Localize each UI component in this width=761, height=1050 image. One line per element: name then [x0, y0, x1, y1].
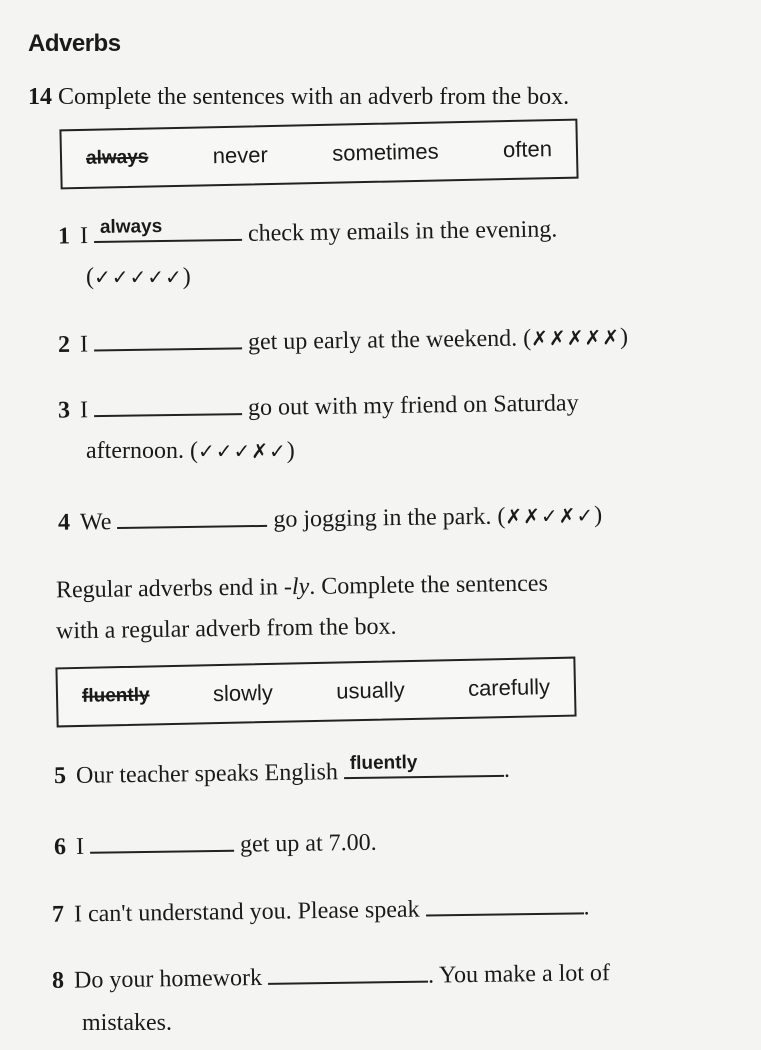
paren-close: ) — [593, 502, 603, 529]
answer-text: always — [99, 216, 163, 238]
box-word-carefully: carefully — [467, 674, 551, 701]
regular-adverbs-intro-line-1 — [56, 571, 548, 605]
item-number: 4 — [57, 509, 71, 536]
sentence-start: I — [79, 397, 89, 424]
sentence-end: check my emails in the evening. — [247, 216, 558, 247]
section-title — [28, 30, 121, 58]
frequency-marks: ✗✗✓✗✓ — [505, 503, 595, 529]
item-number: 7 — [51, 901, 65, 928]
sentence-end: go out with my friend on Saturday — [247, 390, 579, 421]
sentence-start: I — [75, 833, 85, 860]
answer-blank-1[interactable] — [94, 216, 242, 243]
paren-close: ) — [182, 264, 191, 290]
box-word-always: always — [85, 146, 149, 169]
answer-blank-4[interactable] — [117, 505, 267, 529]
sentence-end: get up early at the weekend. ( — [247, 325, 532, 356]
frequency-marks: ✗✗✗✗✗ — [531, 325, 621, 351]
paren-close: ) — [619, 324, 629, 351]
word-box-2 — [55, 657, 576, 728]
sentence-8 — [52, 958, 610, 995]
answer-blank-5[interactable] — [344, 752, 504, 779]
answer-text: fluently — [349, 752, 418, 775]
box-word-often: often — [502, 136, 553, 163]
sentence-7 — [52, 892, 590, 929]
answer-blank-3[interactable] — [94, 393, 242, 417]
sentence-1 — [58, 215, 558, 251]
sentence-3 — [58, 388, 579, 424]
frequency-marks: ✓✓✓✓✓ — [94, 265, 183, 289]
instruction-text: Complete the sentences with an adverb from the box. — [58, 84, 570, 110]
answer-blank-6[interactable] — [90, 830, 234, 854]
answer-blank-2[interactable] — [94, 327, 242, 351]
sentence-continuation: afternoon. ( — [86, 438, 198, 464]
sentence-start: We — [79, 509, 112, 536]
sentence-1-cont — [86, 264, 191, 291]
sentence-end: . — [583, 894, 590, 921]
sentence-continuation: mistakes. — [82, 1010, 172, 1036]
answer-blank-8[interactable] — [268, 961, 428, 985]
word-box-1 — [59, 119, 578, 190]
sentence-end: go jogging in the park. ( — [273, 503, 506, 533]
box-word-never: never — [212, 142, 269, 169]
sentence-end: get up at 7.00. — [239, 829, 377, 858]
item-number: 1 — [57, 223, 71, 250]
sentence-8-cont — [82, 1010, 172, 1037]
sentence-end: . You make a lot of — [427, 960, 611, 989]
item-number: 8 — [51, 967, 65, 994]
item-number: 3 — [57, 397, 71, 424]
intro-text: Regular adverbs end in — [55, 574, 285, 604]
sentence-3-cont — [86, 438, 295, 465]
box-word-usually: usually — [335, 677, 405, 704]
intro-text: with a regular adverb from the box. — [55, 613, 397, 645]
frequency-marks: ✓✓✓✗✓ — [197, 439, 287, 463]
section-title-text: Adverbs — [28, 30, 121, 57]
sentence-start: Do your homework — [73, 964, 263, 994]
sentence-5 — [53, 752, 511, 790]
exercise-number: 14 — [28, 84, 52, 110]
sentence-start: I — [79, 331, 89, 358]
sentence-start: I — [79, 223, 89, 250]
sentence-2 — [58, 322, 628, 359]
item-number: 2 — [57, 331, 71, 358]
sentence-start: I can't understand you. Please speak — [73, 896, 420, 928]
paren-close: ) — [286, 438, 295, 464]
box-word-slowly: slowly — [212, 679, 274, 707]
paren-open: ( — [86, 264, 94, 290]
sentence-6 — [54, 828, 377, 862]
item-number: 5 — [53, 763, 67, 790]
sentence-end: . — [503, 756, 511, 783]
item-number: 6 — [53, 834, 67, 861]
answer-blank-7[interactable] — [425, 892, 583, 916]
suffix-ly: -ly — [283, 573, 310, 601]
sentence-start: Our teacher speaks English — [75, 759, 339, 789]
intro-text: . Complete the sentences — [309, 570, 548, 600]
box-word-sometimes: sometimes — [331, 138, 439, 166]
exercise-14-instruction — [28, 84, 569, 111]
regular-adverbs-intro-line-2 — [56, 614, 397, 646]
sentence-4 — [58, 500, 603, 537]
box-word-fluently: fluently — [81, 684, 150, 707]
